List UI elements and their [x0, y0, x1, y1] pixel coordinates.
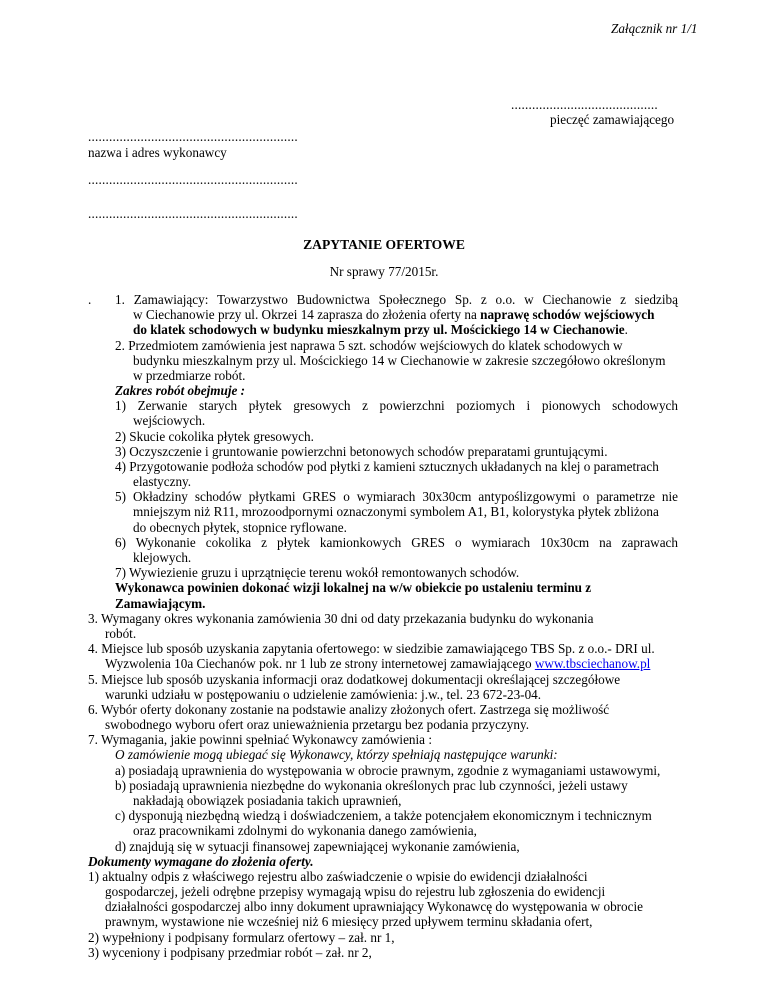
- body-line: 4) Przygotowanie podłoża schodów pod płytki z kamieni sztucznych układanych na klej o parametrach: [115, 459, 659, 474]
- body-line: mniejszym niż R11, mrozoodpornymi oznaczonymi symbolem A1, B1, kolorystyka płytek zbliżona: [133, 504, 659, 519]
- body-line: d) znajdują się w sytuacji finansowej zapewniającej wykonanie zamówienia,: [115, 839, 520, 854]
- section-heading: Zakres robót obejmuje :: [115, 383, 246, 398]
- body-line: 3. Wymagany okres wykonania zamówienia 30 dni od daty przekazania budynku do wykonania: [88, 611, 594, 626]
- stamp-label: pieczęć zamawiającego: [550, 112, 675, 127]
- body-line: działalności gospodarczej albo inny dokument uprawniający Wykonawcę do występowania w obrocie: [105, 899, 644, 914]
- body-line: 5) Okładziny schodów płytkami GRES o wymiarach 30x30cm antypoślizgowymi o parametrze nie: [115, 489, 678, 504]
- body-line: budynku mieszkalnym przy ul. Mościckiego 14 w Ciechanowie w zakresie szczegółowo określonym: [133, 353, 666, 368]
- body-line: 2) wypełniony i podpisany formularz ofertowy – zał. nr 1,: [88, 930, 395, 945]
- website-link[interactable]: www.tbsciechanow.pl: [534, 656, 651, 671]
- body-line: elastyczny.: [133, 474, 192, 489]
- body-line: Wyzwolenia 10a Ciechanów pok. nr 1 lub ze strony internetowej zamawiającego www.tbsciechanow.pl: [105, 656, 651, 671]
- body-line: 5. Miejsce lub sposób uzyskania informacji oraz dodatkowej dokumentacji określającej szczegółowe: [88, 672, 621, 687]
- body-line: 2. Przedmiotem zamówienia jest naprawa 5 szt. schodów wejściowych do klatek schodowych w: [115, 338, 623, 353]
- contractor-dots: ............................................................: [88, 172, 298, 187]
- body-line: 1) aktualny odpis z właściwego rejestru albo zaświadczenie o wpisie do ewidencji działalności: [88, 869, 588, 884]
- contractor-label: nazwa i adres wykonawcy: [88, 145, 227, 160]
- body-line: nakładają obowiązek posiadania takich uprawnień,: [133, 793, 402, 808]
- body-line: klejowych.: [133, 550, 192, 565]
- body-line: 1. Zamawiający: Towarzystwo Budownictwa Społecznego Sp. z o.o. w Ciechanowie z siedzibą: [115, 292, 678, 307]
- contractor-dots: ............................................................: [88, 206, 298, 221]
- body-line: wejściowych.: [133, 413, 206, 428]
- body-line: 7. Wymagania, jakie powinni spełniać Wykonawcy zamówienia :: [88, 732, 432, 747]
- body-line: 1) Zerwanie starych płytek gresowych z powierzchni poziomych i pionowych schodowych: [115, 398, 678, 413]
- body-line: 6. Wybór oferty dokonany zostanie na podstawie analizy złożonych ofert. Zastrzega się możliwość: [88, 702, 610, 717]
- body-line: do klatek schodowych w budynku mieszkalnym przy ul. Mościckiego 14 w Ciechanowie.: [133, 322, 628, 337]
- body-line: gospodarczej, jeżeli odrębne przepisy wymagają wpisu do rejestru lub zgłoszenia do ewidencji: [105, 884, 606, 899]
- body-line: warunki udziału w postępowaniu o udzielenie zamówienia: j.w., tel. 23 672-23-04.: [105, 687, 542, 702]
- body-line: 7) Wywiezienie gruzu i uprzątnięcie terenu wokół remontowanych schodów.: [115, 565, 520, 580]
- body-line: prawnym, wystawione nie wcześniej niż 6 miesięcy przed upływem terminu składania ofert,: [105, 914, 593, 929]
- annex-label: Załącznik nr 1/1: [611, 21, 698, 36]
- body-line: robót.: [105, 626, 137, 641]
- body-line: swobodnego wyboru ofert oraz unieważnienia przetargu bez podania przyczyny.: [105, 717, 530, 732]
- body-line: oraz pracownikami zdolnymi do wykonania danego zamówienia,: [133, 823, 477, 838]
- body-line: O zamówienie mogą ubiegać się Wykonawcy, którzy spełniają następujące warunki:: [115, 747, 558, 762]
- body-line: do obecnych płytek, stopnice ryflowane.: [133, 520, 347, 535]
- body-line: 6) Wykonanie cokolika z płytek kamionkowych GRES o wymiarach 10x30cm na zaprawach: [115, 535, 678, 550]
- section-heading: Dokumenty wymagane do złożenia oferty.: [88, 854, 314, 869]
- body-line: w Ciechanowie przy ul. Okrzei 14 zaprasza do złożenia oferty na naprawę schodów wejściowych: [133, 307, 655, 322]
- body-line: c) dysponują niezbędną wiedzą i doświadczeniem, a także potencjałem ekonomicznym i technicznym: [115, 808, 652, 823]
- case-number: Nr sprawy 77/2015r.: [329, 264, 439, 279]
- body-line: 3) Oczyszczenie i gruntowanie powierzchni betonowych schodów preparatami gruntującymi.: [115, 444, 608, 459]
- body-line: 3) wyceniony i podpisany przedmiar robót – zał. nr 2,: [88, 945, 372, 960]
- body-line: w przedmiarze robót.: [133, 368, 246, 383]
- body-line: 4. Miejsce lub sposób uzyskania zapytania ofertowego: w siedzibie zamawiającego TBS Sp. z o.o.- DRI ul.: [88, 641, 655, 656]
- body-line: Wykonawca powinien dokonać wizji lokalnej na w/w obiekcie po ustaleniu terminu z: [115, 580, 592, 595]
- body-line: a) posiadają uprawnienia do występowania w obrocie prawnym, zgodnie z wymaganiami ustawowymi,: [115, 763, 661, 778]
- body-line: b) posiadają uprawnienia niezbędne do wykonania określonych prac lub czynności, jeżeli ustawy: [115, 778, 628, 793]
- body-line: 2) Skucie cokolika płytek gresowych.: [115, 429, 314, 444]
- stamp-dots: ..........................................: [511, 97, 658, 112]
- contractor-dots: ............................................................: [88, 129, 298, 144]
- stray-mark: .: [88, 292, 92, 307]
- body-line: Zamawiającym.: [115, 596, 206, 611]
- document-title: ZAPYTANIE OFERTOWE: [303, 237, 465, 252]
